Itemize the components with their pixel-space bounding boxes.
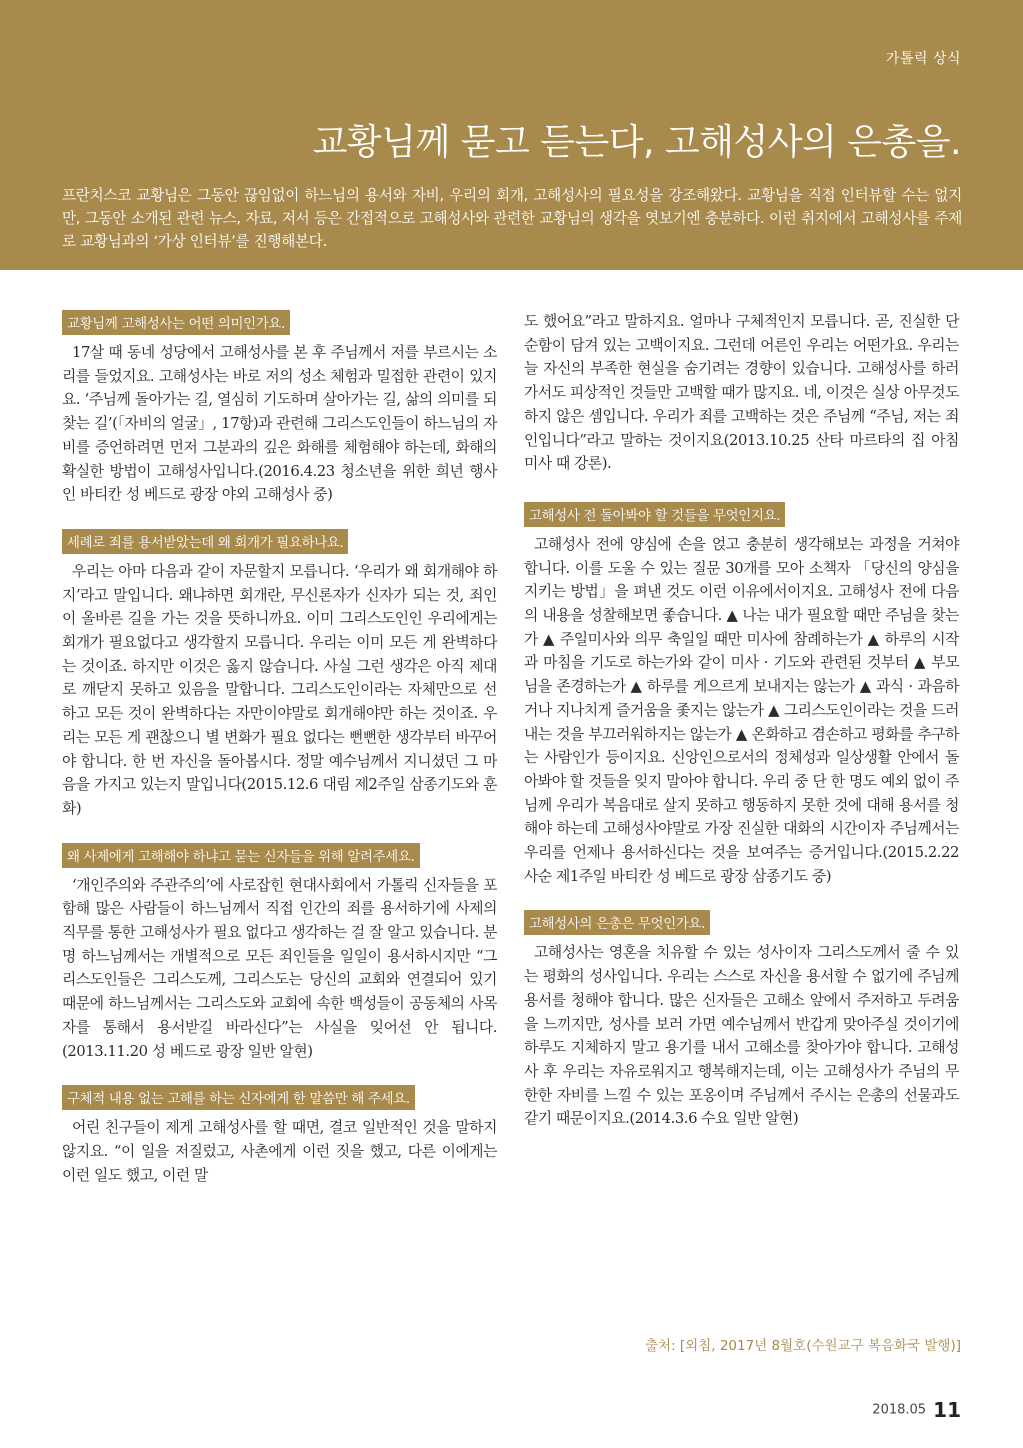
intro-paragraph: 프란치스코 교황님은 그동안 끊임없이 하느님의 용서와 자비, 우리의 회개, 고해성사의 필요성을 강조해왔다. 교황님을 직접 인터뷰할 수는 없지만, 그동안 소개된 관련 뉴스, 자료, 저서 등은 간접적으로 고해성사와 관련한 교황님의 생각을 엿보기엔 충분하다. 이런 취지에서 고해성사를 주제로 교황님과의 ‘가상 인터뷰’를 진행해본다. bbox=[62, 187, 962, 250]
category-label: 가톨릭 상식 bbox=[885, 51, 961, 67]
header-banner bbox=[0, 0, 1023, 270]
qa-section-continued bbox=[524, 310, 959, 476]
qa-section bbox=[524, 502, 959, 889]
issue-date: 2018.05 bbox=[872, 1402, 927, 1418]
question-heading: 고해성사의 은총은 무엇인가요. bbox=[524, 910, 710, 935]
question-heading: 교황님께 고해성사는 어떤 의미인가요. bbox=[62, 310, 290, 335]
question-heading: 왜 사제에게 고해해야 하냐고 묻는 신자들을 위해 알려주세요. bbox=[62, 843, 420, 868]
question-heading: 구체적 내용 없는 고해를 하는 신자에게 한 말씀만 해 주세요. bbox=[62, 1085, 415, 1110]
qa-section bbox=[62, 529, 497, 821]
answer-text: 고해성사는 영혼을 치유할 수 있는 성사이자 그리스도께서 줄 수 있는 평화의 성사입니다. 우리는 스스로 자신을 용서할 수 없기에 주님께 용서를 청해야 합니다. 많은 신자들은 고해소 앞에서 주저하고 두려움을 느끼지만, 성사를 보러 가면 예수님께서 반갑게 맞아주실 것이기에 하루도 지체하지 말고 용기를 내서 고해소를 찾아가야 합니다. 고해성사 후 우리는 자유로워지고 행복해지는데, 이는 고해성사가 주님의 무한한 자비를 느낄 수 있는 포옹이며 주님께서 주시는 은총의 선물과도 같기 때문이지요.(2014.3.6 수요 일반 알현) bbox=[524, 944, 959, 1128]
qa-section bbox=[62, 310, 497, 507]
page-number: 11 bbox=[933, 1398, 961, 1422]
answer-text: 17살 때 동네 성당에서 고해성사를 본 후 주님께서 저를 부르시는 소리를 들었지요. 고해성사는 바로 저의 성소 체험과 밀접한 관련이 있지요. ‘주님께 돌아가는 길, 열심히 기도하며 살아가는 길, 삶의 의미를 되찾는 길’(「자비의 얼굴」, 17항)과 관련해 그리스도인들이 하느님의 자비를 증언하려면 먼저 그분과의 깊은 화해를 체험해야 하는데, 화해의 확실한 방법이 고해성사입니다.(2016.4.23 청소년을 위한 희년 행사인 바티칸 성 베드로 광장 야외 고해성사 중) bbox=[62, 344, 497, 504]
answer-text: ‘개인주의와 주관주의’에 사로잡힌 현대사회에서 가톨릭 신자들을 포함해 많은 사람들이 하느님께서 직접 인간의 죄를 용서하기에 사제의 직무를 통한 고해성사가 필요 없다고 생각하는 걸 잘 알고 있습니다. 분명 하느님께서는 개별적으로 모든 죄인들을 일일이 용서하시지만 “그리스도인들은 그리스도께, 그리스도는 당신의 교회와 연결되어 있기 때문에 하느님께서는 그리스도와 교회에 속한 백성들이 공동체의 사목자를 통해서 용서받길 바라신다”는 사실을 잊어선 안 됩니다.(2013.11.20 성 베드로 광장 일반 알현) bbox=[62, 876, 497, 1060]
answer-text: 도 했어요”라고 말하지요. 얼마나 구체적인지 모릅니다. 곧, 진실한 단순함이 담겨 있는 고백이지요. 그런데 어른인 우리는 어떤가요. 우리는 늘 자신의 부족한 현실을 숨기려는 경향이 있습니다. 고해성사를 하러 가서도 피상적인 것들만 고백할 때가 많지요. 네, 이것은 실상 아무것도 하지 않은 셈입니다. 우리가 죄를 고백하는 것은 주님께 “주님, 저는 죄인입니다”라고 말하는 것이지요(2013.10.25 산타 마르타의 집 아침미사 때 강론). bbox=[524, 313, 959, 473]
qa-section bbox=[524, 910, 959, 1131]
page-title: 교황님께 묻고 듣는다, 고해성사의 은총을. bbox=[312, 122, 961, 163]
page-footer bbox=[872, 1398, 961, 1422]
left-column bbox=[62, 310, 497, 1209]
answer-text: 우리는 아마 다음과 같이 자문할지 모릅니다. ‘우리가 왜 회개해야 하지’라고 말입니다. 왜냐하면 회개란, 무신론자가 신자가 되는 것, 죄인이 올바른 길을 가는 것을 뜻하니까요. 이미 그리스도인인 우리에게는 회개가 필요없다고 생각할지 모릅니다. 우리는 이미 모든 게 완벽하다는 것이죠. 하지만 이것은 옳지 않습니다. 사실 그런 생각은 아직 제대로 깨닫지 못하고 있음을 말합니다. 그리스도인이라는 자체만으로 선하고 모든 것이 완벽하다는 자만이야말로 회개해야만 하는 것이죠. 우리는 모든 게 괜찮으니 별 변화가 필요 없다는 뻔뻔한 생각부터 바꾸어야 합니다. 한 번 자신을 돌아봅시다. 정말 예수님께서 지니셨던 그 마음을 가지고 있는지 말입니다(2015.12.6 대림 제2주일 삼종기도와 훈화) bbox=[62, 562, 497, 817]
answer-text: 고해성사 전에 양심에 손을 얹고 충분히 생각해보는 과정을 거쳐야 합니다. 이를 도울 수 있는 질문 30개를 모아 소책자 「당신의 양심을 지키는 방법」을 펴낸 것도 이런 이유에서이지요. 고해성사 전에 다음의 내용을 성찰해보면 좋습니다. ▲ 나는 내가 필요할 때만 주님을 찾는가 ▲ 주일미사와 의무 축일일 때만 미사에 참례하는가 ▲ 하루의 시작과 마침을 기도로 하는가와 같이 미사 · 기도와 관련된 것부터 ▲ 부모님을 존경하는가 ▲ 하루를 게으르게 보내지는 않는가 ▲ 과식 · 과음하거나 지나치게 즐거움을 좇지는 않는가 ▲ 그리스도인이라는 것을 드러내는 것을 부끄러워하지는 않는가 ▲ 온화하고 겸손하고 평화를 추구하는 사람인가 등이지요. 신앙인으로서의 정체성과 일상생활 안에서 돌아봐야 할 것들을 잊지 말아야 합니다. 우리 중 단 한 명도 예외 없이 주님께 우리가 복음대로 살지 못하고 행동하지 못한 것에 대해 용서를 청해야 하는데 고해성사야말로 가장 진실한 대화의 시간이자 주님께서는 우리를 언제나 용서하신다는 것을 보여주는 증거입니다.(2015.2.22 사순 제1주일 바티칸 성 베드로 광장 삼종기도 중) bbox=[524, 535, 959, 885]
right-column bbox=[524, 310, 959, 1153]
qa-section bbox=[62, 1085, 497, 1187]
answer-text: 어린 친구들이 제게 고해성사를 할 때면, 결코 일반적인 것을 말하지 않지요. “이 일을 저질렀고, 사촌에게 이런 짓을 했고, 다른 이에게는 이런 일도 했고, 이런 말 bbox=[62, 1119, 497, 1184]
source-credit: 출처: [외침, 2017년 8월호(수원교구 복음화국 발행)] bbox=[644, 1338, 961, 1354]
question-heading: 고해성사 전 돌아봐야 할 것들을 무엇인지요. bbox=[524, 502, 785, 527]
qa-section bbox=[62, 843, 497, 1064]
question-heading: 세례로 죄를 용서받았는데 왜 회개가 필요하나요. bbox=[62, 529, 348, 554]
